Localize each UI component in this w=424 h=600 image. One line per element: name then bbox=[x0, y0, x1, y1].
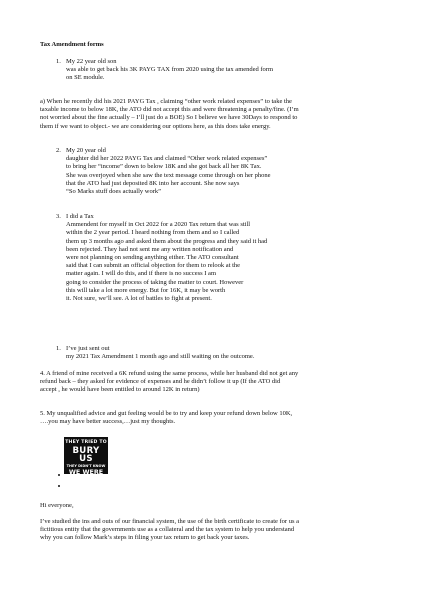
list-item-line: daughter did her 2022 PAYG Tax and claimed “Other work related expenses” bbox=[66, 155, 268, 163]
paragraph-line: a) When he recently did his 2021 PAYG Tax , claiming “other work related expenses” to take the bbox=[40, 98, 292, 105]
seeds-image bbox=[64, 437, 108, 483]
paragraph-line: 4. A friend of mine received a 6K refund using the same process, while her husband did not get any bbox=[40, 370, 299, 377]
list-item-amendment bbox=[66, 345, 396, 361]
list-item-line: it. Not sure, we’ll see. A lot of battles to fight at present. bbox=[66, 295, 212, 303]
badge-line: THEY TRIED TO bbox=[65, 440, 107, 445]
paragraph-line: taxable income to below 18K, the ATO did not accept this and were threatening a penalty/fine. (I’m bbox=[40, 106, 299, 114]
paragraph-a bbox=[40, 98, 392, 131]
list-item-line: “So Marks stuff does actually work” bbox=[66, 188, 162, 196]
badge-line: BURY US bbox=[72, 445, 100, 465]
paragraph-line: ….you may have better success,…just my thoughts. bbox=[40, 418, 176, 426]
paragraph-line: accept , he would have been entitled to around 12K in return) bbox=[40, 386, 200, 394]
paragraph-line: refund back – they asked for evidence of expenses and he didn’t follow it up (If the ATO did bbox=[40, 378, 281, 386]
bullet-icon bbox=[58, 474, 60, 476]
badge-line: WE WERE bbox=[68, 467, 104, 476]
list-item-daughter bbox=[66, 147, 396, 196]
list-item-line: I did a Tax bbox=[66, 213, 94, 220]
paragraph-friend bbox=[40, 370, 392, 395]
list-item-line: my 2021 Tax Amendment 1 month ago and still waiting on the outcome. bbox=[66, 353, 255, 361]
paragraph-line: why you can follow Mark’s steps in filing your tax return to get back your taxes. bbox=[40, 534, 250, 542]
list-item-line: this will take a lot more energy. But for 16K, it may be worth bbox=[66, 286, 226, 294]
list-item-line: been rejected. They had not sent me any written notification and bbox=[66, 245, 234, 253]
list-item-line: I’ve just sent out bbox=[66, 345, 110, 352]
list-item-line: to bring her “income” down to below 18K and she got back all her 8K Tax. bbox=[66, 163, 262, 171]
badge-line: THEY DIDN'T KNOW bbox=[66, 463, 106, 468]
list-item-line: going to consider the process of taking the matter to court. However bbox=[66, 278, 244, 286]
list-item-line: said that I can submit an official objection for them to relook at the bbox=[66, 262, 241, 270]
list-item-son bbox=[66, 58, 396, 83]
list-item-line: Ammendent for myself in Oct 2022 for a 2020 Tax return that was still bbox=[66, 221, 251, 229]
list-item-line: My 20 year old bbox=[66, 147, 106, 154]
badge-line: SEEDS bbox=[74, 474, 98, 483]
bullet-icon bbox=[58, 485, 60, 487]
list-item-line: on SE module. bbox=[66, 74, 105, 82]
list-item-self bbox=[66, 213, 396, 303]
paragraph-advice bbox=[40, 410, 392, 426]
list-item-line: matter again. I will do this, and if there is no success I am bbox=[66, 270, 217, 278]
paragraph-line: I’ve studied the ins and outs of our financial system, the use of the birth certificate to create for us a bbox=[40, 518, 300, 525]
list-number: 3. bbox=[56, 213, 61, 220]
list-number: 1. bbox=[56, 58, 61, 65]
document-title: Tax Amendment forms bbox=[40, 41, 104, 48]
list-item-line: them up 3 months ago and asked them about the progress and they said it had bbox=[66, 237, 268, 245]
list-item-line: that the ATO had just deposited 8K into her account. She now says bbox=[66, 179, 240, 187]
paragraph-line: not worried about the fine actually – I’ll just do a BOE) So I believe we have 30Days to respond to bbox=[40, 114, 298, 122]
list-number: 2. bbox=[56, 147, 61, 154]
paragraph-line: 5. My unqualified advice and gut feeling would be to try and keep your refund down below 10K, bbox=[40, 410, 293, 417]
list-item-line: was able to get back his 3K PAYG TAX from 2020 using the tax amended form bbox=[66, 66, 274, 74]
list-item-line: She was overjoyed when she saw the text message come through on her phone bbox=[66, 171, 271, 179]
closing-paragraph bbox=[40, 518, 392, 543]
list-number: 1. bbox=[56, 345, 61, 352]
paragraph-line: them if we want to object.- we are considering our options here, as this does take energy. bbox=[40, 122, 271, 130]
paragraph-line: fictitious entity that the governments use as a collateral and the tax system to help you understand bbox=[40, 526, 295, 534]
list-item-line: were not planning on sending anything either. The ATO consultant bbox=[66, 254, 239, 262]
list-item-line: My 22 year old son bbox=[66, 58, 117, 65]
list-item-line: within the 2 year period. I heard nothing from them and so I called bbox=[66, 229, 240, 237]
greeting: Hi everyone, bbox=[40, 502, 74, 509]
